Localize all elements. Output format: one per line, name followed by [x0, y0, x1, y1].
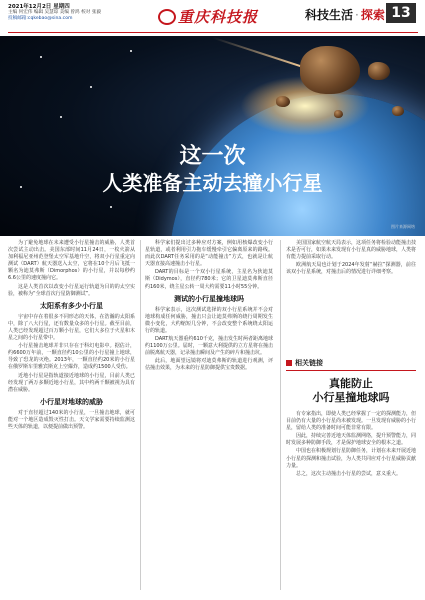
- column-divider: [280, 240, 281, 590]
- editor-credits: 主编 何宏伟 编辑 吴慧琼 美编 曾鸿 校对 张毅: [8, 10, 101, 16]
- asteroid-large: [300, 46, 360, 94]
- related-tag-label: 相关链接: [295, 359, 323, 367]
- paragraph: 小行星撞击地球并非只存在于科幻电影中。据估计，约6600万年前，一颗直径约10公里的小行星撞上地球，导致了恐龙的灭绝。2013年，一颗直径约20米的小行星在俄罗斯车里雅宾斯克上空爆炸，造成约1500人受伤。: [8, 343, 135, 371]
- subheading: 测试的小行星撞地球吗: [174, 294, 244, 303]
- paragraph: 中国也在积极规划行星防御任务，计划在未来开展近地小行星的探测和撞击试验，为人类共同应对小行星威胁贡献力量。: [286, 448, 417, 469]
- section-subname: 探索: [360, 8, 385, 22]
- subheading: 太阳系有多少小行星: [40, 301, 103, 310]
- related-divider: [286, 370, 416, 371]
- asteroid-small: [334, 110, 343, 118]
- paragraph: 总之，这次主动撞击小行星的尝试，意义重大。: [296, 470, 402, 477]
- related-title: [286, 377, 416, 405]
- page-number: 13: [386, 3, 416, 23]
- headline: [0, 142, 425, 197]
- subheading: 小行星对地球的威胁: [40, 397, 103, 406]
- paragraph: 科学家们提出过多种应对方案，例如用核爆改变小行星轨道，或者利用引力拖车缓慢牵引它偏离原来的路线。而此次DART任务采用的是“动能撞击”方式，也就是让航天器直接高速撞击小行星。: [145, 240, 273, 268]
- asteroid-small: [276, 96, 290, 107]
- star: [90, 86, 92, 88]
- asteroid-small: [392, 106, 404, 116]
- issue-info: [8, 4, 101, 23]
- article-column-3: [286, 240, 416, 277]
- paragraph: 科学家表示，这次测试选择的双小行星系统并不会对地球构成任何威胁，撞击只会让迪莫弗斯的绕行周期发生微小变化，大约缩短几分钟，不会改变整个系统绕太阳运行的轨道。: [145, 306, 273, 334]
- paragraph: 此后，地面望远镜将对迪莫弗斯的轨道进行观测，评估撞击效果，为未来的行星防御提供宝贵数据。: [145, 358, 273, 372]
- square-icon: [286, 360, 292, 366]
- section-separator: ·: [355, 8, 359, 22]
- paragraph: 对于直径超过140米的小行星，一旦撞击地球，就可能对一个地区造成毁灭性打击。天文学家需要持续监测这些天体的轨道，以便提前做出预警。: [8, 409, 135, 430]
- star: [130, 50, 132, 52]
- paragraph: 宇宙中存在着很多不同形态的天体，在浩瀚的太阳系中，除了八大行星，还有数量众多的小行星。截至目前，人类已经发现超过百万颗小行星，它们大多位于火星和木星之间的小行星带中。: [8, 313, 135, 342]
- related-body: [286, 411, 416, 478]
- related-title-line1: 真能防止: [329, 377, 373, 390]
- article-column-2: [145, 240, 273, 374]
- meteor-streak: [212, 37, 308, 70]
- paragraph: 因此，持续完善近地天体监测网络，提升预警能力，同时发展多种防御手段，才是保护地球安全的根本之道。: [286, 433, 417, 447]
- asteroid-small: [368, 62, 390, 80]
- paragraph: 美国国家航空航天局表示，这项任务将检验动能撞击技术是否可行，如果未来发现有小行星真的威胁地球，人类将有能力提前采取行动。: [286, 240, 417, 261]
- issue-date: 2021年12月2日 星期四: [8, 4, 70, 10]
- image-credit: 图片来源网络: [391, 224, 415, 229]
- paragraph: 欧洲航天局也计划于2024年发射“赫拉”探测器，前往该双小行星系统，对撞击后的情况进行详细考察。: [286, 262, 416, 276]
- star: [60, 116, 62, 118]
- headline-line1: 这一次: [179, 143, 246, 169]
- star: [40, 56, 42, 58]
- headline-line2: 人类准备主动去撞小行星: [102, 171, 323, 195]
- column-divider: [140, 240, 141, 590]
- paragraph: 为了避免地球在未来遭受小行星撞击的威胁，人类首次尝试主动出击。美国东部时间11月24日，一枚火箭从加利福尼亚州范登堡太空军基地升空，将双小行星重定向测试（DART）航天器送入太空，它将在10个月后飞抵一颗名为迪莫弗斯（Dimorphos）的小行星，并以每秒约6.6公里的速度撞向它。: [8, 240, 135, 282]
- star: [110, 206, 112, 208]
- paragraph: 有专家指出，即使人类已经掌握了一定的探测能力，但目前仍有大量的小行星尚未被发现。一旦发现有威胁的小行星，留给人类的准备时间可能非常有限。: [286, 411, 417, 432]
- submission-email[interactable]: 投稿邮箱:cqkebao@sina.com: [8, 16, 73, 22]
- related-tag: [286, 358, 416, 368]
- related-title-line2: 小行星撞地球吗: [312, 391, 390, 404]
- paragraph: 这是人类首次以改变小行星运行轨道为目的的太空实验，被称为“全球首次行星防御测试”。: [8, 283, 135, 297]
- newspaper-name: 重庆科技报: [178, 8, 259, 26]
- paragraph: DART航天器重约610千克，撞击发生时两者距离地球约1100万公里。届时，一颗意大利提供的立方星将在撞击前脱离航天器，记录撞击瞬间及产生的碎片和撞击坑。: [145, 336, 273, 357]
- section-title: [305, 6, 385, 23]
- hero-image: [0, 36, 425, 236]
- paragraph: DART的目标是一个双小行星系统，主星名为狄迪莫斯（Didymos），直径约780米；它的卫星迪莫弗斯直径约160米，绕主星公转一周大约需要11小时55分钟。: [145, 269, 273, 290]
- related-link-box: [286, 358, 416, 479]
- newspaper-logo-icon: [158, 9, 176, 25]
- section-name: 科技生活: [305, 8, 354, 22]
- header-divider: [8, 32, 418, 33]
- paragraph: 近地小行星是指轨道接近地球的小行星，目前人类已经发现了两万多颗近地小行星，其中约两千颗被视为具有潜在威胁。: [8, 372, 135, 393]
- article-column-1: [8, 240, 135, 432]
